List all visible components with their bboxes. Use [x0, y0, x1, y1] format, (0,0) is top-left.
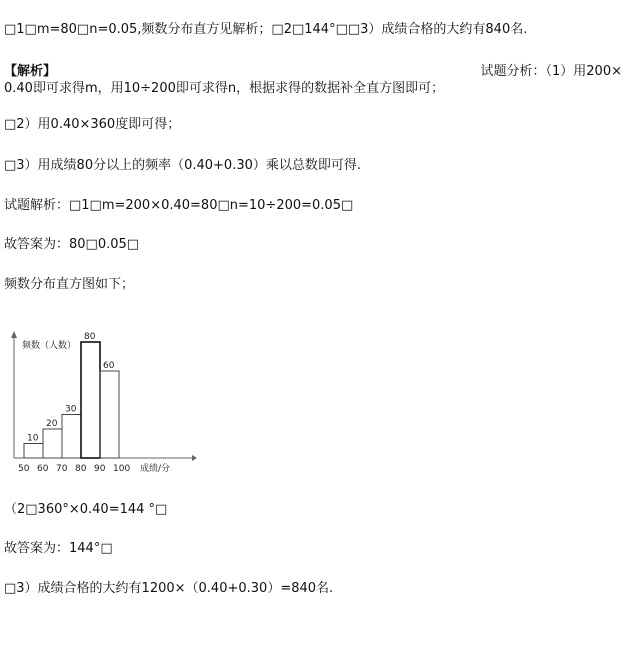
- x-tick-label: 70: [56, 464, 68, 474]
- x-tick-label: 80: [75, 464, 87, 474]
- solution-part1: 试题解析：□1□m=200×0.40=80□n=10÷200=0.05□: [4, 198, 354, 213]
- bar-value-label: 20: [46, 419, 58, 429]
- frequency-histogram: [0, 314, 200, 474]
- bar-value-label: 80: [84, 332, 96, 342]
- histogram-intro: 频数分布直方图如下；: [4, 277, 135, 292]
- analysis-part3: □3）用成绩80分以上的频率（0.40+0.30）乘以总数即可得.: [4, 158, 362, 173]
- bar-value-label: 10: [27, 433, 39, 444]
- histogram-bar: [43, 429, 62, 458]
- histogram-bar: [62, 415, 81, 459]
- answer-summary: □1□m=80□n=0.05,频数分布直方见解析；□2□144°□□3）成绩合格的大约有840名.: [4, 22, 528, 37]
- x-tick-label: 100: [113, 464, 131, 474]
- x-tick-label: 60: [37, 464, 49, 474]
- analysis-title: 【解析】: [4, 64, 57, 79]
- bar-value-label: 60: [103, 361, 115, 371]
- answer-part1: 故答案为：80□0.05□: [4, 237, 140, 252]
- solution-part3: □3）成绩合格的大约有1200×（0.40+0.30）=840名.: [4, 581, 334, 596]
- histogram-bar: [81, 342, 100, 458]
- histogram-bar: [100, 371, 119, 458]
- y-axis-arrow: [11, 331, 17, 338]
- x-tick-label: 50: [18, 464, 30, 474]
- analysis-part1-cont: 0.40即可求得m，用10÷200即可求得n，根据求得的数据补全直方图即可；: [4, 81, 445, 96]
- x-axis-arrow: [192, 455, 197, 461]
- analysis-part1-head: 试题分析：（1）用200×: [480, 64, 622, 79]
- histogram-bar: [24, 444, 43, 459]
- x-tick-label: 90: [94, 464, 106, 474]
- bar-value-label: 30: [65, 404, 77, 415]
- x-axis-label: 成绩/分: [140, 464, 171, 474]
- analysis-part2: □2）用0.40×360度即可得；: [4, 117, 181, 132]
- solution-part2: （2□360°×0.40=144 °□: [4, 502, 168, 517]
- answer-part2: 故答案为：144°□: [4, 541, 113, 556]
- y-axis-label: 频数（人数）: [22, 341, 77, 351]
